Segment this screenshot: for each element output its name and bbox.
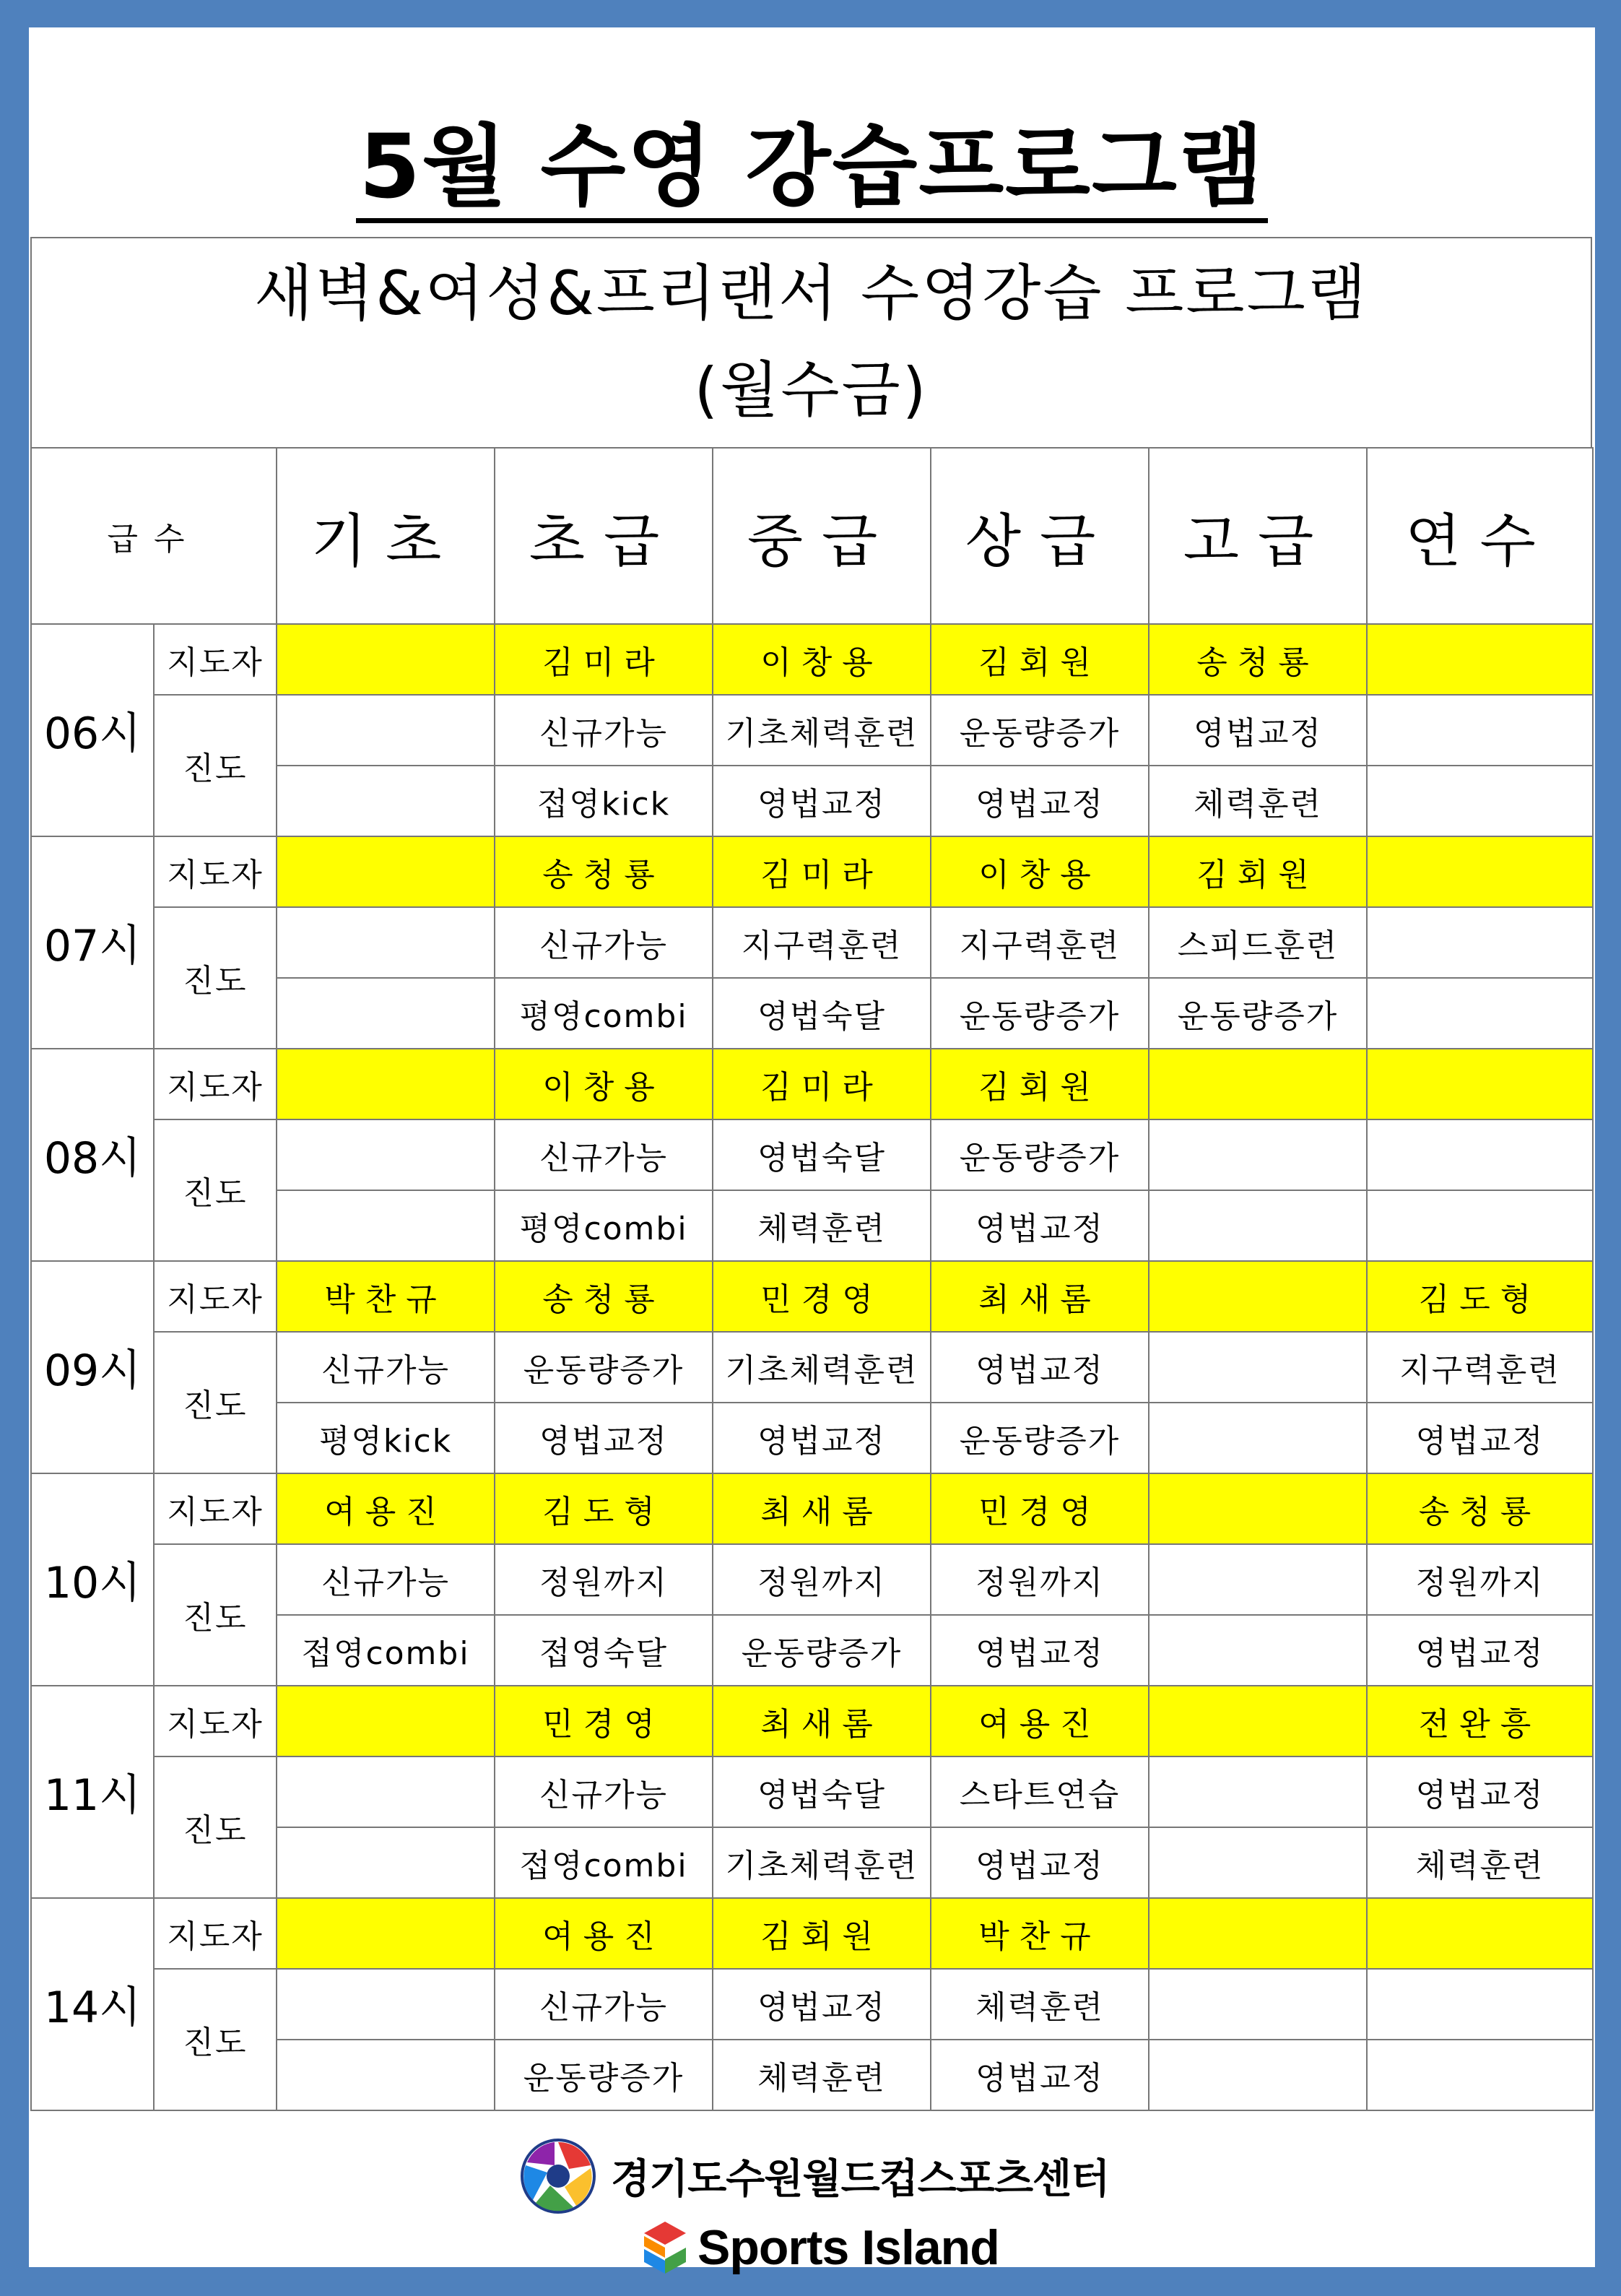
progress-cell: 기초체력훈련 bbox=[713, 695, 931, 766]
progress-cell bbox=[277, 1827, 495, 1898]
progress-cell: 운동량증가 bbox=[931, 978, 1149, 1049]
instructor-cell: 민경영 bbox=[931, 1473, 1149, 1544]
instructor-label: 지도자 bbox=[154, 624, 277, 695]
level-header: 기초 bbox=[277, 448, 495, 624]
progress-cell bbox=[1149, 1332, 1367, 1403]
instructor-cell: 전완흥 bbox=[1367, 1686, 1593, 1756]
progress-cell bbox=[1367, 1119, 1593, 1190]
instructor-cell: 여용진 bbox=[931, 1686, 1149, 1756]
header-row bbox=[31, 448, 1593, 624]
progress-row bbox=[31, 907, 1593, 978]
progress-cell bbox=[277, 1119, 495, 1190]
instructor-cell: 박찬규 bbox=[277, 1261, 495, 1332]
progress-label: 진도 bbox=[154, 1544, 277, 1686]
progress-cell: 정원까지 bbox=[713, 1544, 931, 1615]
instructor-cell bbox=[1149, 1049, 1367, 1119]
time-slot-label: 06시 bbox=[31, 624, 154, 836]
progress-cell: 영법교정 bbox=[931, 1615, 1149, 1686]
progress-cell: 영법교정 bbox=[1367, 1403, 1593, 1473]
instructor-row bbox=[31, 1686, 1593, 1756]
instructor-cell: 김미라 bbox=[713, 1049, 931, 1119]
time-slot-label: 07시 bbox=[31, 836, 154, 1049]
instructor-cell bbox=[1149, 1473, 1367, 1544]
progress-cell bbox=[277, 907, 495, 978]
grade-label: 급수 bbox=[31, 448, 277, 624]
instructor-row bbox=[31, 1898, 1593, 1969]
progress-cell bbox=[1367, 695, 1593, 766]
progress-cell bbox=[1367, 1969, 1593, 2040]
progress-cell bbox=[277, 695, 495, 766]
progress-cell: 평영combi bbox=[495, 978, 713, 1049]
progress-label: 진도 bbox=[154, 1756, 277, 1898]
progress-cell bbox=[277, 978, 495, 1049]
level-header: 초급 bbox=[495, 448, 713, 624]
instructor-label: 지도자 bbox=[154, 836, 277, 907]
instructor-label: 지도자 bbox=[154, 1261, 277, 1332]
progress-cell: 영법교정 bbox=[1149, 695, 1367, 766]
progress-cell bbox=[1367, 978, 1593, 1049]
instructor-cell: 김도형 bbox=[1367, 1261, 1593, 1332]
progress-cell bbox=[1149, 2040, 1367, 2110]
progress-cell bbox=[1149, 1544, 1367, 1615]
progress-cell: 영법교정 bbox=[931, 1827, 1149, 1898]
progress-cell: 영법교정 bbox=[931, 1190, 1149, 1261]
progress-cell bbox=[277, 1969, 495, 2040]
instructor-cell bbox=[277, 1686, 495, 1756]
progress-row bbox=[31, 1332, 1593, 1403]
instructor-cell: 민경영 bbox=[495, 1686, 713, 1756]
progress-cell bbox=[1367, 907, 1593, 978]
instructor-row bbox=[31, 1261, 1593, 1332]
subtitle-line-1: 새벽&여성&프리랜서 수영강습 프로그램 bbox=[254, 258, 1368, 329]
instructor-cell: 송청룡 bbox=[495, 1261, 713, 1332]
progress-cell: 체력훈련 bbox=[1149, 766, 1367, 836]
instructor-cell bbox=[277, 836, 495, 907]
instructor-cell bbox=[277, 624, 495, 695]
progress-cell: 체력훈련 bbox=[1367, 1827, 1593, 1898]
instructor-cell: 여용진 bbox=[277, 1473, 495, 1544]
progress-cell: 영법교정 bbox=[713, 1403, 931, 1473]
instructor-cell: 송청룡 bbox=[495, 836, 713, 907]
progress-cell: 신규가능 bbox=[277, 1332, 495, 1403]
instructor-cell: 송청룡 bbox=[1149, 624, 1367, 695]
progress-cell: 영법숙달 bbox=[713, 978, 931, 1049]
time-slot-label: 08시 bbox=[31, 1049, 154, 1261]
progress-cell: 운동량증가 bbox=[931, 695, 1149, 766]
progress-cell: 영법교정 bbox=[1367, 1756, 1593, 1827]
progress-cell: 평영combi bbox=[495, 1190, 713, 1261]
instructor-cell: 최새롬 bbox=[931, 1261, 1149, 1332]
schedule-table-wrapper bbox=[30, 237, 1592, 2111]
progress-cell: 운동량증가 bbox=[495, 2040, 713, 2110]
instructor-cell: 김회원 bbox=[1149, 836, 1367, 907]
progress-cell bbox=[1367, 766, 1593, 836]
soccer-ball-logo-icon bbox=[518, 2136, 598, 2216]
progress-cell bbox=[1149, 1969, 1367, 2040]
instructor-cell: 여용진 bbox=[495, 1898, 713, 1969]
progress-cell: 신규가능 bbox=[495, 1969, 713, 2040]
instructor-cell: 민경영 bbox=[713, 1261, 931, 1332]
progress-cell: 체력훈련 bbox=[713, 1190, 931, 1261]
page-title-text: 5월 수영 강습프로그램 bbox=[356, 117, 1268, 223]
progress-cell bbox=[1149, 1615, 1367, 1686]
progress-cell: 영법교정 bbox=[1367, 1615, 1593, 1686]
instructor-cell: 이창용 bbox=[495, 1049, 713, 1119]
progress-cell: 체력훈련 bbox=[931, 1969, 1149, 2040]
progress-cell: 신규가능 bbox=[495, 695, 713, 766]
progress-label: 진도 bbox=[154, 1332, 277, 1473]
progress-cell: 정원까지 bbox=[931, 1544, 1149, 1615]
instructor-cell bbox=[1149, 1686, 1367, 1756]
progress-cell: 지구력훈련 bbox=[1367, 1332, 1593, 1403]
instructor-cell: 최새롬 bbox=[713, 1686, 931, 1756]
schedule-poster bbox=[29, 27, 1595, 2275]
instructor-cell: 김회원 bbox=[931, 624, 1149, 695]
brand-name: Sports Island bbox=[697, 2220, 999, 2275]
sports-island-mark-icon bbox=[643, 2220, 687, 2275]
progress-cell bbox=[1149, 1119, 1367, 1190]
progress-cell: 운동량증가 bbox=[495, 1332, 713, 1403]
progress-cell bbox=[1367, 1190, 1593, 1261]
progress-cell: 접영kick bbox=[495, 766, 713, 836]
instructor-row bbox=[31, 1049, 1593, 1119]
progress-cell bbox=[277, 766, 495, 836]
instructor-cell: 김회원 bbox=[713, 1898, 931, 1969]
progress-cell: 영법교정 bbox=[931, 1332, 1149, 1403]
progress-row bbox=[31, 1756, 1593, 1827]
instructor-label: 지도자 bbox=[154, 1686, 277, 1756]
progress-cell: 체력훈련 bbox=[713, 2040, 931, 2110]
progress-cell: 영법숙달 bbox=[713, 1119, 931, 1190]
progress-cell: 평영kick bbox=[277, 1403, 495, 1473]
progress-cell: 접영숙달 bbox=[495, 1615, 713, 1686]
instructor-row bbox=[31, 836, 1593, 907]
progress-cell: 정원까지 bbox=[1367, 1544, 1593, 1615]
time-slot-label: 14시 bbox=[31, 1898, 154, 2110]
instructor-cell: 이창용 bbox=[931, 836, 1149, 907]
progress-cell: 지구력훈련 bbox=[931, 907, 1149, 978]
sports-island-logo bbox=[643, 2219, 999, 2276]
level-header: 중급 bbox=[713, 448, 931, 624]
instructor-label: 지도자 bbox=[154, 1473, 277, 1544]
progress-cell: 영법교정 bbox=[495, 1403, 713, 1473]
instructor-cell bbox=[277, 1898, 495, 1969]
level-header: 상급 bbox=[931, 448, 1149, 624]
time-slot-label: 09시 bbox=[31, 1261, 154, 1473]
instructor-cell: 김미라 bbox=[495, 624, 713, 695]
instructor-cell: 최새롬 bbox=[713, 1473, 931, 1544]
instructor-cell bbox=[1367, 1049, 1593, 1119]
progress-cell bbox=[1149, 1756, 1367, 1827]
progress-cell: 신규가능 bbox=[495, 907, 713, 978]
level-header: 연수 bbox=[1367, 448, 1593, 624]
progress-label: 진도 bbox=[154, 1119, 277, 1261]
progress-cell: 지구력훈련 bbox=[713, 907, 931, 978]
progress-cell bbox=[1367, 2040, 1593, 2110]
time-slot-label: 10시 bbox=[31, 1473, 154, 1686]
progress-cell: 접영combi bbox=[495, 1827, 713, 1898]
progress-cell bbox=[277, 1190, 495, 1261]
center-name: 경기도수원월드컵스포츠센터 bbox=[611, 2156, 1110, 2203]
progress-cell: 운동량증가 bbox=[713, 1615, 931, 1686]
progress-cell: 신규가능 bbox=[495, 1756, 713, 1827]
progress-cell bbox=[1149, 1190, 1367, 1261]
instructor-cell: 김회원 bbox=[931, 1049, 1149, 1119]
instructor-row bbox=[31, 1473, 1593, 1544]
instructor-cell bbox=[1367, 624, 1593, 695]
progress-cell bbox=[277, 2040, 495, 2110]
program-subtitle bbox=[30, 237, 1592, 447]
instructor-cell bbox=[1149, 1898, 1367, 1969]
progress-cell: 스피드훈련 bbox=[1149, 907, 1367, 978]
progress-row bbox=[31, 1119, 1593, 1190]
progress-cell: 운동량증가 bbox=[1149, 978, 1367, 1049]
progress-cell: 영법교정 bbox=[713, 766, 931, 836]
progress-cell: 영법교정 bbox=[931, 766, 1149, 836]
progress-cell: 기초체력훈련 bbox=[713, 1827, 931, 1898]
progress-cell: 기초체력훈련 bbox=[713, 1332, 931, 1403]
instructor-cell bbox=[1367, 836, 1593, 907]
progress-row bbox=[31, 695, 1593, 766]
time-slot-label: 11시 bbox=[31, 1686, 154, 1898]
instructor-cell bbox=[1367, 1898, 1593, 1969]
page-title bbox=[29, 113, 1595, 223]
progress-cell: 스타트연습 bbox=[931, 1756, 1149, 1827]
progress-cell bbox=[1149, 1403, 1367, 1473]
progress-cell: 신규가능 bbox=[277, 1544, 495, 1615]
progress-cell: 접영combi bbox=[277, 1615, 495, 1686]
progress-cell: 영법교정 bbox=[931, 2040, 1149, 2110]
instructor-label: 지도자 bbox=[154, 1049, 277, 1119]
progress-label: 진도 bbox=[154, 1969, 277, 2110]
progress-cell: 영법교정 bbox=[713, 1969, 931, 2040]
progress-cell bbox=[277, 1756, 495, 1827]
instructor-cell: 김미라 bbox=[713, 836, 931, 907]
progress-label: 진도 bbox=[154, 907, 277, 1049]
instructor-cell: 이창용 bbox=[713, 624, 931, 695]
progress-cell: 영법숙달 bbox=[713, 1756, 931, 1827]
schedule-table bbox=[30, 447, 1594, 2111]
instructor-cell: 박찬규 bbox=[931, 1898, 1149, 1969]
progress-label: 진도 bbox=[154, 695, 277, 836]
progress-row bbox=[31, 1969, 1593, 2040]
progress-cell bbox=[1149, 1827, 1367, 1898]
progress-row bbox=[31, 1544, 1593, 1615]
center-logo bbox=[518, 2136, 1109, 2216]
progress-cell: 정원까지 bbox=[495, 1544, 713, 1615]
instructor-cell: 김도형 bbox=[495, 1473, 713, 1544]
instructor-label: 지도자 bbox=[154, 1898, 277, 1969]
progress-cell: 운동량증가 bbox=[931, 1403, 1149, 1473]
instructor-cell bbox=[1149, 1261, 1367, 1332]
instructor-cell bbox=[277, 1049, 495, 1119]
instructor-cell: 송청룡 bbox=[1367, 1473, 1593, 1544]
level-header: 고급 bbox=[1149, 448, 1367, 624]
progress-cell: 운동량증가 bbox=[931, 1119, 1149, 1190]
progress-cell: 신규가능 bbox=[495, 1119, 713, 1190]
subtitle-line-2: (월수금) bbox=[694, 355, 929, 425]
instructor-row bbox=[31, 624, 1593, 695]
